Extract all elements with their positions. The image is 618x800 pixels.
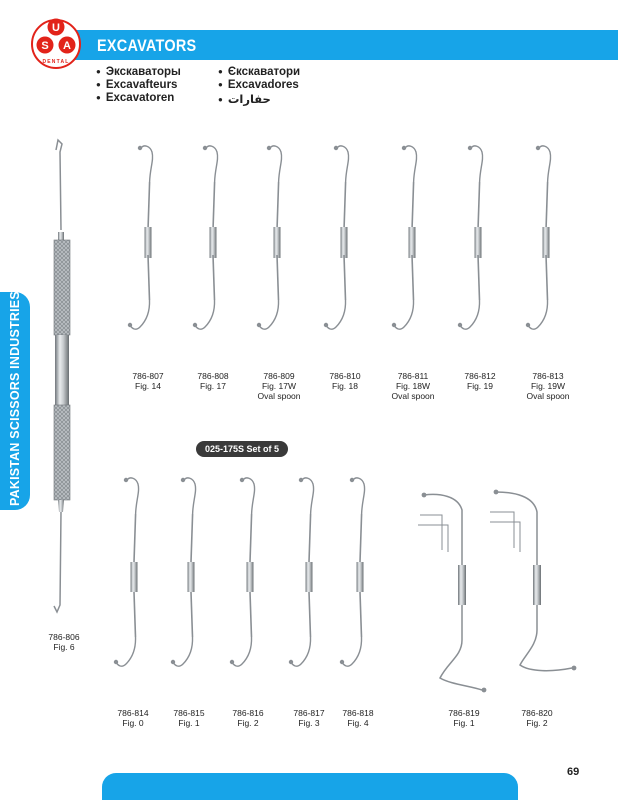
product-label: 786-810 Fig. 18: [329, 371, 361, 391]
product-label: 786-807 Fig. 14: [132, 371, 164, 391]
svg-text:U: U: [52, 22, 60, 34]
page-title: EXCAVATORS: [97, 36, 197, 55]
translation-ru: ● Экскаваторы: [96, 66, 218, 78]
translation-de: ● Excavatoren: [96, 92, 218, 106]
product-label: 786-814 Fig. 0: [117, 708, 149, 728]
instrument-786-820: [490, 490, 576, 671]
translation-fr: ● Excavafteurs: [96, 79, 218, 91]
product-label: 786-817 Fig. 3: [293, 708, 325, 728]
side-tab-label: PAKISTAN SCISSORS INDUSTRIES: [8, 291, 22, 506]
product-label: 786-816 Fig. 2: [232, 708, 264, 728]
svg-text:S: S: [41, 40, 49, 52]
product-label: 786-806 Fig. 6: [48, 632, 80, 652]
set-badge: 025-175S Set of 5: [196, 441, 288, 457]
translation-ar: ● حفارات: [218, 92, 348, 106]
product-label: 786-809 Fig. 17W Oval spoon: [257, 371, 301, 401]
page-number: 69: [567, 766, 580, 778]
product-label: 786-819 Fig. 1: [448, 708, 480, 728]
footer-bar: [102, 773, 518, 800]
product-label: 786-808 Fig. 17: [197, 371, 229, 391]
product-label: 786-818 Fig. 4: [342, 708, 374, 728]
instrument-786-806: [54, 140, 70, 612]
product-label: 786-812 Fig. 19: [464, 371, 496, 391]
translation-uk: ● Єкскаватори: [218, 66, 348, 78]
svg-text:A: A: [63, 40, 71, 52]
product-label: 786-813 Fig. 19W Oval spoon: [526, 371, 570, 401]
svg-text:DENTAL: DENTAL: [42, 59, 70, 65]
instrument-786-819: [418, 493, 486, 693]
product-label: 786-815 Fig. 1: [173, 708, 205, 728]
product-label: 786-811 Fig. 18W Oval spoon: [391, 371, 435, 401]
product-label: 786-820 Fig. 2: [521, 708, 553, 728]
translation-es: ● Excavadores: [218, 79, 348, 91]
